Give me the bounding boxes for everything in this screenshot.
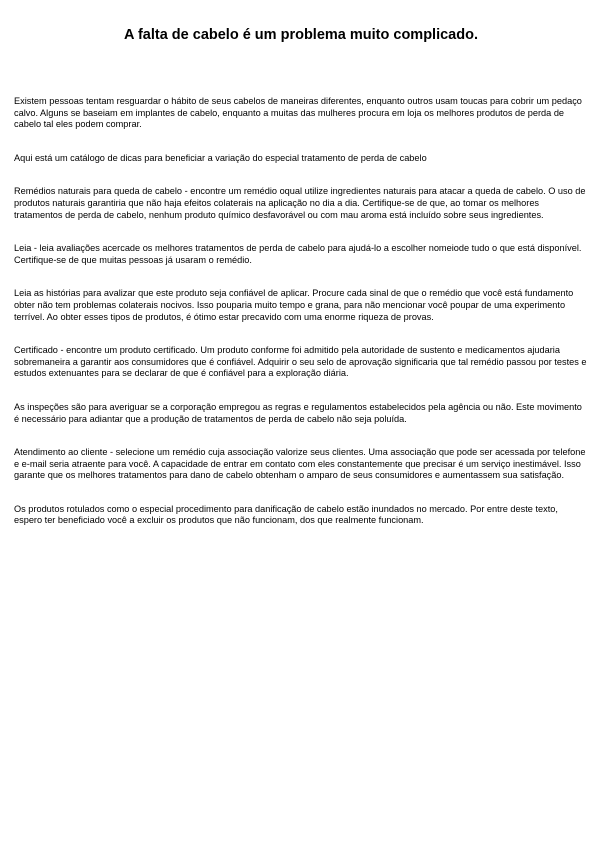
paragraph-inspections: As inspeções são para averiguar se a corporação empregou as regras e regulamentos estabelecidos pela agência ou não. Este movimento é necessário para adiantar que a produção de tratamentos de perda de cabelo não seja poluída. [14, 401, 582, 424]
paragraph-certified: Certificado - encontre um produto certificado. Um produto conforme foi admitido pela autoridade de sustento e medicamentos ajudaria sobremaneira a garantir aos consumidores que é confiável. Adquirir o seu selo de aprovação significaria que tal remédio passou por testes e estudos extenuantes para se declarar de que é confiável para a exploração diária. [14, 345, 587, 379]
paragraph-customer-service: Atendimento ao cliente - selecione um remédio cuja associação valorize seus clientes. Uma associação que pode ser acessada por telefone e e-mail seria atraente para você. A capacidade de entrar em contato com eles constantemente que precisar é um serviço inestimável. Isso garante que os melhores tratamentos para dano de cabelo obtenham o amparo de seus consumidores e aumentassem sua satisfação. [14, 447, 586, 481]
paragraph-reviews: Leia - leia avaliações acercade os melhores tratamentos de perda de cabelo para ajudá-lo a escolher nomeiode tudo o que está disponível. Certifique-se de que muitas pessoas já usaram o remédio. [14, 243, 582, 265]
paragraph-catalog: Aqui está um catálogo de dicas para beneficiar a variação do especial tratamento de perda de cabelo [14, 152, 427, 163]
paragraph-stories: Leia as histórias para avalizar que este produto seja confiável de aplicar. Procure cada sinal de que o remédio que você está fundamento obter não tem problemas colaterais nocivos. Isso pouparia muito tempo e grana, para não mencionar você poupar de uma experimento terrível. Ao obter esses tipos de produtos, é ótimo estar precavido com uma enorme riqueza de provas. [14, 288, 574, 322]
paragraph-natural-remedies: Remédios naturais para queda de cabelo - encontre um remédio oqual utilize ingredientes naturais para atacar a queda de cabelo. O uso de produtos naturais garantiria que não haja efeitos colaterais na aplicação no dia a dia. Certifique-se de que, ao tomar os melhores tratamentos de perda de cabelo, nenhum produto químico desfavorável ou com mau aroma está incluído sobre seus ingredientes. [14, 186, 586, 220]
paragraph-intro: Existem pessoas tentam resguardar o hábito de seus cabelos de maneiras diferentes, enquanto outros usam toucas para cobrir um pedaço calvo. Alguns se baseiam em implantes de cabelo, enquanto a muitas das mulheres procura em loja os melhores produtos de perda de cabelo tal eles podem comprar. [14, 96, 582, 130]
document-body [14, 96, 588, 527]
paragraph-conclusion: Os produtos rotulados como o especial procedimento para danificação de cabelo estão inundados no mercado. Por entre deste texto, espero ter beneficiado você a excluir os produtos que não funcionam, dos que realmente funcionam. [14, 503, 558, 526]
document-title: A falta de cabelo é um problema muito complicado. [124, 27, 478, 43]
